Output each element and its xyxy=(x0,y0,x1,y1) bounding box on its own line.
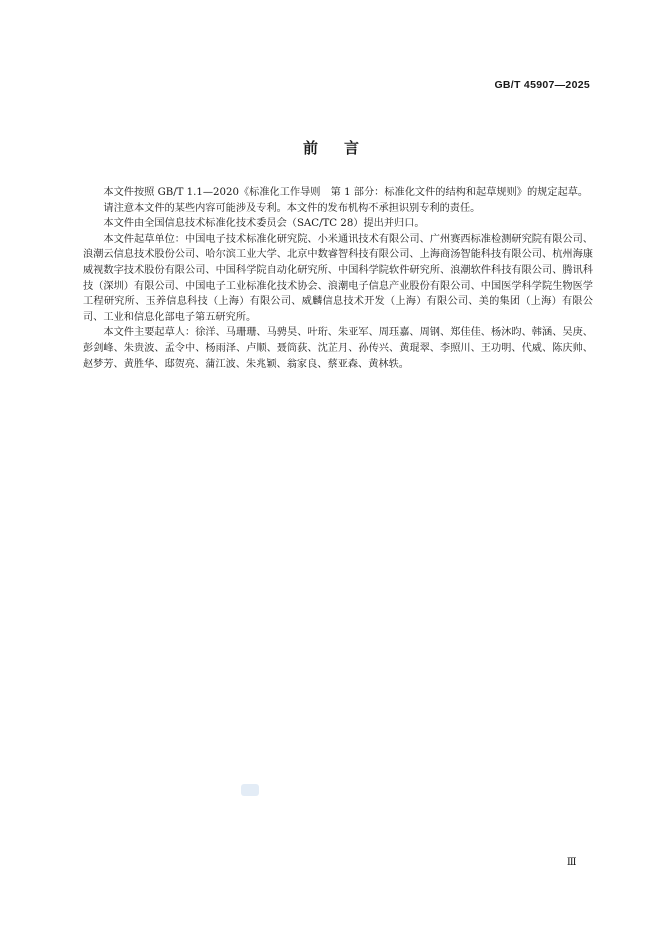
paragraph-drafting-units: 本文件起草单位：中国电子技术标准化研究院、小米通讯技术有限公司、广州赛西标准检测研究院有限公司、浪潮云信息技术股份公司、哈尔滨工业大学、北京中数睿智科技有限公司、上海商汤智能科技有限公司、杭州海康威视数字技术股份有限公司、中国科学院自动化研究所、中国科学院软件研究所、浪潮软件科技有限公司、腾讯科技（深圳）有限公司、中国电子工业标准化技术协会、浪潮电子信息产业股份有限公司、中国医学科学院生物医学工程研究所、玉养信息科技（上海）有限公司、威麟信息技术开发（上海）有限公司、美的集团（上海）有限公司、工业和信息化部电子第五研究所。 xyxy=(83,233,593,323)
paragraph-drafting-rules: 本文件按照 GB/T 1.1—2020《标准化工作导则 第 1 部分：标准化文件的结构和起草规则》的规定起草。 xyxy=(103,187,589,198)
watermark-logo xyxy=(241,784,259,796)
paragraph-drafters: 本文件主要起草人：徐洋、马珊珊、马骋昊、叶珩、朱亚军、周珏嘉、周钢、郑佳佳、杨沐昀、韩涵、吴庚、彭剑峰、朱贵波、孟令中、杨雨泽、卢顺、聂筒荻、沈芷月、孙传兴、黄琨翠、李照川、王功明、代威、陈庆帅、赵梦芳、黄胜华、邸贺亮、蒲江波、朱兆颖、翁家良、蔡亚森、黄林轶。 xyxy=(83,327,593,370)
document-code: GB/T 45907—2025 xyxy=(494,79,590,91)
paragraph-committee: 本文件由全国信息技术标准化技术委员会（SAC/TC 28）提出并归口。 xyxy=(103,218,425,230)
foreword-body xyxy=(83,185,593,372)
page-title: 前言 xyxy=(302,139,385,157)
page-number: Ⅲ xyxy=(566,857,576,868)
paragraph-patent-notice: 请注意本文件的某些内容可能涉及专利。本文件的发布机构不承担识别专利的责任。 xyxy=(103,202,481,214)
